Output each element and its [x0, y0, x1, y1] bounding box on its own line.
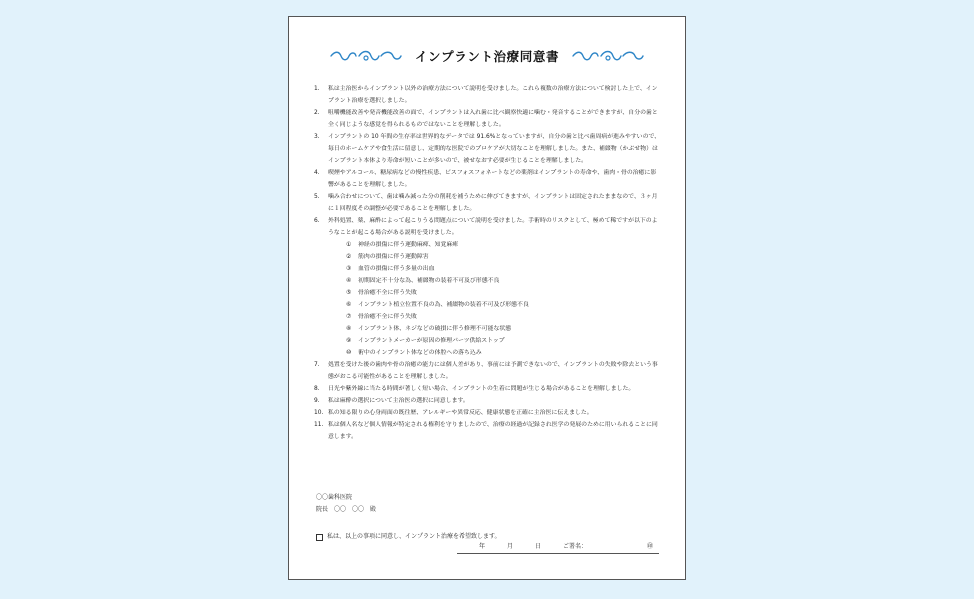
clinic-name: 〇〇歯科医院 [316, 494, 353, 501]
consent-document-page [288, 16, 686, 580]
list-item [314, 407, 661, 419]
subitem-number: ② [346, 254, 352, 260]
item-text: 咀嚼機能改善や発音機能改善の面で、インプラントは入れ歯に比べ観察快適に噛む・発音することができますが、自分の歯と全く同じような感覚を得られるものではないことを理解しました。 [328, 110, 658, 128]
item-text: 噛み合わせについて、歯は噛み減った分の削耗を補うために伸びてきますが、インプラントは固定されたままなので、３ヶ月に１回程度その調整が必要であることを理解しました。 [328, 194, 658, 212]
item-number: 9. [314, 398, 320, 404]
subitem-number: ⑩ [346, 350, 352, 356]
risk-subitems [314, 239, 661, 359]
list-item [314, 383, 661, 395]
list-item [314, 131, 661, 167]
subitem-text: インプラントメーカーが原因の修理パーツ供給ストップ [358, 338, 505, 344]
subitem-number: ③ [346, 266, 352, 272]
item-number: 8. [314, 386, 320, 392]
subitem [314, 311, 661, 323]
item-text: 私は主治医からインプラント以外の治療方法について説明を受けました。これら複数の治療方法について検討した上で、インプラント治療を選択しました。 [328, 86, 658, 104]
signature-line [457, 541, 659, 554]
consent-items-list [314, 83, 661, 443]
item-text: インプラントの 10 年間の生存率は世界的なデータでは 91.6%となっていますが、自分の歯と比べ歯周病が進みやすいので、毎日のホームケアや食生活に留意し、定期的な医院でのプロケアが大切なことを理解しました。また、補綴物（かぶせ物）はインプラント本体より寿命が短いことが多いので、被せなおす必要が生じることを理解しました。 [328, 134, 661, 164]
subitem-text: インプラント体、ネジなどの破損に伴う修理不可能な状態 [358, 326, 512, 332]
item-number: 1. [314, 86, 320, 92]
subitem-number: ⑤ [346, 290, 352, 296]
document-title: インプラント治療同意書 [414, 49, 560, 64]
list-item [314, 167, 661, 191]
subitem-text: 骨治癒不全に伴う失敗 [358, 314, 417, 320]
subitem [314, 275, 661, 287]
subitem-number: ⑧ [346, 326, 352, 332]
item-number: 11. [314, 422, 324, 428]
subitem-number: ⑥ [346, 302, 352, 308]
subitem [314, 323, 661, 335]
date-month-label: 月 [507, 543, 514, 550]
subitem-number: ⑦ [346, 314, 352, 320]
list-item [314, 83, 661, 107]
list-item [314, 395, 661, 407]
right-ornament-icon [571, 49, 645, 63]
item-text: 日光や紫外線に当たる時間が著しく短い場合、インプラントの生着に問題が生じる場合があることを理解しました。 [328, 386, 635, 392]
agreement-checkbox[interactable] [316, 534, 323, 541]
item-text: 処置を受けた後の歯肉や骨の治癒の能力には個人差があり、事前には予測できないので、インプラントの失敗や除去という事態がおこる可能性があることを理解しました。 [328, 362, 658, 380]
subitem-text: 術中のインプラント体などの体腔への落ち込み [358, 350, 482, 356]
subitem-number: ① [346, 242, 352, 248]
item-number: 2. [314, 110, 320, 116]
left-ornament-icon [329, 49, 403, 63]
seal-mark: ㊞ [646, 543, 653, 550]
item-text: 私の知る限りの心身両面の既往歴、アレルギーや異常反応、健康状態を正確に主治医に伝えました。 [328, 410, 593, 416]
item-text: 喫煙やアルコール、糖尿病などの慢性疾患、ビスフォスフォネートなどの薬剤はインプラントの寿命や、歯肉・骨の治癒に影響があることを理解しました。 [328, 170, 657, 188]
item-number: 3. [314, 134, 320, 140]
subitem-text: 神経の損傷に伴う運動麻痺、知覚麻痺 [358, 242, 459, 248]
item-number: 7. [314, 362, 320, 368]
subitem-text: 初期固定不十分な為、補綴物の装着不可及び形態不良 [358, 278, 500, 284]
subitem [314, 299, 661, 311]
subitem-number: ⑨ [346, 338, 352, 344]
subitem [314, 263, 661, 275]
signature-label: ご署名： [563, 543, 588, 550]
subitem-text: 骨治癒不全に伴う失敗 [358, 290, 417, 296]
subitem-text: 血管の損傷に伴う多量の出血 [358, 266, 435, 272]
title-row [289, 43, 685, 69]
subitem-text: 筋肉の損傷に伴う運動障害 [358, 254, 429, 260]
subitem-number: ④ [346, 278, 352, 284]
subitem [314, 335, 661, 347]
subitem [314, 287, 661, 299]
date-year-label: 年 [479, 543, 486, 550]
subitem [314, 251, 661, 263]
list-item [314, 419, 661, 443]
item-text: 私は個人名など個人情報が特定される権利を守りましたので、治療の経過が記録され医学の発展のために用いられることに同意します。 [328, 422, 658, 440]
risk-subitems-list [314, 239, 661, 359]
item-number: 5. [314, 194, 320, 200]
date-day-label: 日 [535, 543, 542, 550]
list-item [314, 107, 661, 131]
date-fields [457, 541, 587, 553]
clinic-block [316, 492, 376, 516]
item-number: 10. [314, 410, 324, 416]
subitem-text: インプラント植立位置不良の為、補綴物の装着不可及び形態不良 [358, 302, 529, 308]
director-name: 院長 〇〇 〇〇 殿 [316, 506, 377, 513]
item-text: 外科処置、薬、麻酔によって起こりうる問題点について説明を受けました。手術時のリスクとして、極めて稀ですが以下のようなことが起こる場合がある説明を受けました。 [328, 218, 658, 236]
list-item [314, 215, 661, 239]
subitem [314, 347, 661, 359]
subitem [314, 239, 661, 251]
item-text: 私は麻酔の選択について主治医の選択に同意します。 [328, 398, 469, 404]
list-item [314, 359, 661, 383]
item-number: 4. [314, 170, 320, 176]
agreement-text: 私は、以上の事項に同意し、インプラント治療を希望致します。 [327, 533, 501, 540]
list-item [314, 191, 661, 215]
item-number: 6. [314, 218, 320, 224]
